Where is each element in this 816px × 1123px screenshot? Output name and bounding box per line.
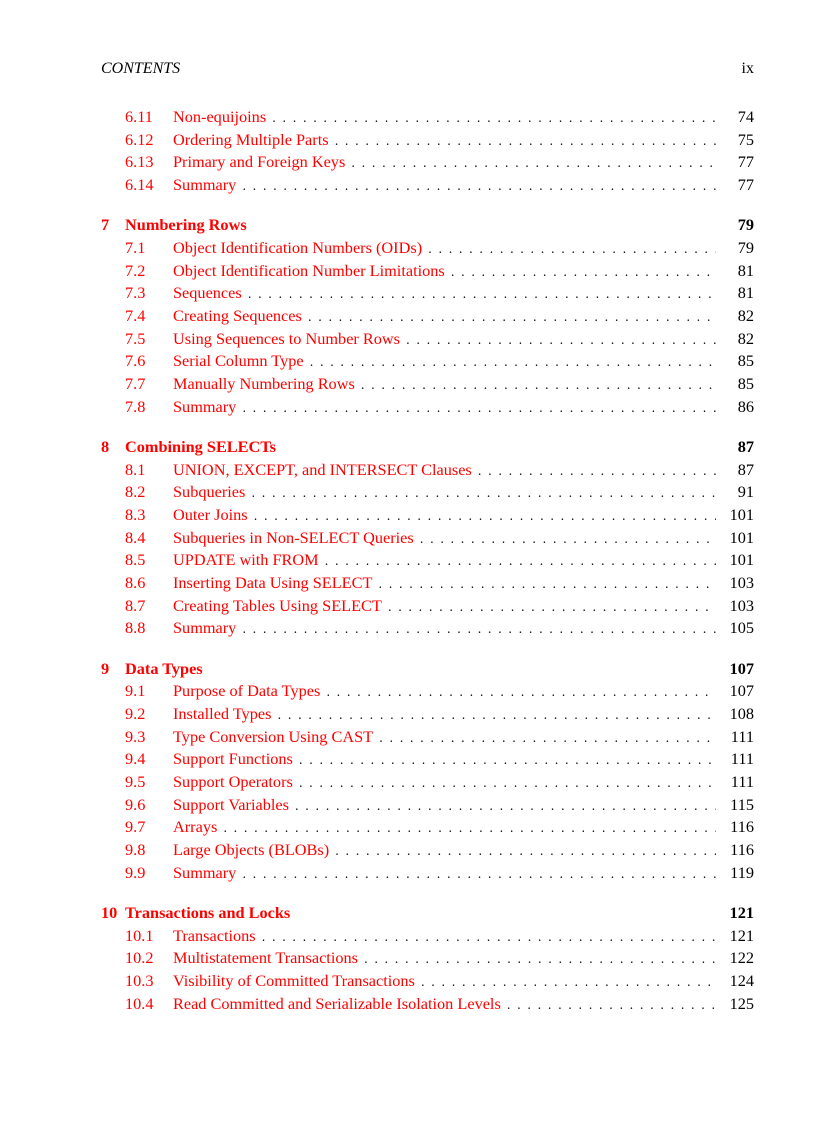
section-title[interactable]: UNION, EXCEPT, and INTERSECT Clauses bbox=[173, 459, 478, 482]
section-number: 6.12 bbox=[125, 129, 154, 149]
chapter-title[interactable]: Data Types bbox=[125, 658, 203, 678]
leader-dots bbox=[251, 482, 716, 505]
toc-section[interactable] bbox=[101, 595, 754, 618]
section-title[interactable]: Sequences bbox=[173, 282, 248, 305]
section-page: 103 bbox=[729, 595, 754, 615]
section-number: 7.6 bbox=[125, 351, 146, 371]
section-number: 7.1 bbox=[125, 237, 146, 257]
toc-section[interactable] bbox=[101, 993, 754, 1016]
section-page: 87 bbox=[737, 459, 754, 479]
leader-dots bbox=[406, 329, 716, 352]
section-title[interactable]: Inserting Data Using SELECT bbox=[173, 572, 378, 595]
toc-section[interactable] bbox=[101, 459, 754, 482]
toc-section[interactable] bbox=[101, 396, 754, 419]
section-title[interactable]: Type Conversion Using CAST bbox=[173, 726, 379, 749]
section-page: 77 bbox=[737, 152, 754, 172]
section-page: 74 bbox=[737, 107, 754, 126]
chapter-page: 107 bbox=[729, 658, 754, 678]
leader-dots bbox=[223, 817, 716, 840]
leader-dots bbox=[420, 528, 716, 551]
section-number: 8.3 bbox=[125, 505, 146, 524]
section-page: 77 bbox=[737, 175, 754, 195]
toc-section[interactable] bbox=[101, 748, 754, 771]
section-number: 7.7 bbox=[125, 374, 146, 394]
toc-section[interactable] bbox=[101, 726, 754, 749]
leader-dots bbox=[278, 704, 717, 727]
leader-dots bbox=[388, 596, 716, 619]
section-page: 85 bbox=[737, 351, 754, 371]
section-number: 7.2 bbox=[125, 260, 146, 280]
toc-section[interactable] bbox=[101, 816, 754, 839]
section-title[interactable]: Subqueries in Non-SELECT Queries bbox=[173, 527, 420, 550]
section-number: 9.9 bbox=[125, 862, 146, 882]
section-number: 8.7 bbox=[125, 595, 146, 615]
leader-dots bbox=[361, 374, 716, 397]
section-number: 7.3 bbox=[125, 283, 146, 303]
section-page: 101 bbox=[729, 505, 754, 524]
leader-dots bbox=[451, 261, 716, 284]
section-page: 105 bbox=[729, 618, 754, 638]
leader-dots bbox=[507, 994, 716, 1017]
section-title[interactable]: Creating Sequences bbox=[173, 305, 308, 328]
section-page: 107 bbox=[729, 681, 754, 701]
leader-dots bbox=[242, 397, 716, 420]
leader-dots bbox=[310, 351, 716, 374]
section-title[interactable]: Outer Joins bbox=[173, 504, 254, 527]
toc-section[interactable] bbox=[101, 947, 754, 970]
leader-dots bbox=[308, 306, 716, 329]
chapter-page: 121 bbox=[729, 903, 754, 922]
section-number: 6.13 bbox=[125, 152, 154, 172]
section-title[interactable]: Transactions bbox=[173, 925, 262, 948]
leader-dots bbox=[364, 948, 716, 971]
section-title[interactable]: UPDATE with FROM bbox=[173, 549, 325, 572]
toc-section[interactable] bbox=[101, 174, 754, 197]
leader-dots bbox=[254, 505, 716, 528]
section-number: 10.2 bbox=[125, 948, 154, 968]
leader-dots bbox=[242, 618, 716, 641]
toc-section[interactable] bbox=[101, 282, 754, 305]
table-of-contents bbox=[101, 106, 754, 1015]
section-title[interactable]: Summary bbox=[173, 174, 242, 197]
section-page: 85 bbox=[737, 374, 754, 394]
leader-dots bbox=[335, 840, 716, 863]
section-page: 91 bbox=[737, 482, 754, 502]
section-number: 8.1 bbox=[125, 459, 146, 479]
leader-dots bbox=[379, 727, 716, 750]
section-title[interactable]: Using Sequences to Number Rows bbox=[173, 328, 406, 351]
section-number: 9.8 bbox=[125, 840, 146, 860]
section-page: 82 bbox=[737, 306, 754, 325]
section-page: 81 bbox=[737, 260, 754, 280]
section-title[interactable]: Support Functions bbox=[173, 748, 299, 771]
header-page-number: ix bbox=[741, 60, 754, 77]
section-page: 119 bbox=[730, 862, 754, 882]
section-number: 7.8 bbox=[125, 396, 146, 416]
chapter-page: 79 bbox=[737, 215, 754, 235]
leader-dots bbox=[248, 283, 716, 306]
toc-section[interactable] bbox=[101, 350, 754, 373]
section-title[interactable]: Summary bbox=[173, 862, 242, 885]
toc-section[interactable] bbox=[101, 703, 754, 726]
section-number: 9.7 bbox=[125, 817, 146, 837]
leader-dots bbox=[325, 550, 716, 573]
chapter-number: 9 bbox=[101, 658, 110, 678]
header-title: CONTENTS bbox=[101, 60, 181, 77]
leader-dots bbox=[428, 238, 716, 261]
section-title[interactable]: Creating Tables Using SELECT bbox=[173, 595, 388, 618]
toc-section[interactable] bbox=[101, 617, 754, 640]
chapter-number: 7 bbox=[101, 215, 110, 235]
section-page: 121 bbox=[729, 925, 754, 945]
toc-section[interactable] bbox=[101, 862, 754, 885]
section-page: 116 bbox=[730, 840, 754, 860]
section-page: 101 bbox=[729, 527, 754, 547]
section-page: 86 bbox=[737, 396, 754, 416]
section-title[interactable]: Support Operators bbox=[173, 771, 299, 794]
section-number: 10.4 bbox=[125, 993, 154, 1013]
leader-dots bbox=[242, 175, 716, 198]
section-page: 108 bbox=[729, 704, 754, 723]
leader-dots bbox=[272, 107, 716, 130]
section-title[interactable]: Subqueries bbox=[173, 481, 251, 504]
section-number: 9.2 bbox=[125, 704, 146, 723]
section-number: 10.3 bbox=[125, 971, 154, 991]
section-number: 7.4 bbox=[125, 306, 146, 325]
section-title[interactable]: Arrays bbox=[173, 816, 223, 839]
section-title[interactable]: Installed Types bbox=[173, 703, 278, 726]
toc-chapter[interactable] bbox=[101, 214, 754, 237]
toc-section[interactable] bbox=[101, 527, 754, 550]
section-title[interactable]: Manually Numbering Rows bbox=[173, 373, 361, 396]
section-page: 115 bbox=[730, 794, 754, 814]
toc-section[interactable] bbox=[101, 680, 754, 703]
leader-dots bbox=[242, 863, 716, 886]
section-page: 75 bbox=[737, 129, 754, 149]
section-number: 8.6 bbox=[125, 573, 146, 593]
section-page: 122 bbox=[729, 948, 754, 968]
section-title[interactable]: Ordering Multiple Parts bbox=[173, 129, 335, 152]
section-number: 9.4 bbox=[125, 749, 146, 769]
leader-dots bbox=[295, 795, 716, 818]
section-number: 10.1 bbox=[125, 925, 154, 945]
leader-dots bbox=[335, 130, 716, 153]
section-title[interactable]: Visibility of Committed Transactions bbox=[173, 970, 421, 993]
section-title[interactable]: Support Variables bbox=[173, 794, 295, 817]
section-title[interactable]: Multistatement Transactions bbox=[173, 947, 364, 970]
section-title[interactable]: Purpose of Data Types bbox=[173, 680, 326, 703]
toc-chapter[interactable] bbox=[101, 902, 754, 925]
chapter-number: 10 bbox=[101, 903, 118, 922]
leader-dots bbox=[299, 772, 716, 795]
toc-section[interactable] bbox=[101, 305, 754, 328]
leader-dots bbox=[378, 573, 716, 596]
toc-section[interactable] bbox=[101, 572, 754, 595]
section-title[interactable]: Non-equijoins bbox=[173, 106, 272, 129]
section-page: 111 bbox=[730, 726, 754, 746]
section-number: 7.5 bbox=[125, 328, 146, 348]
section-page: 116 bbox=[730, 817, 754, 837]
toc-section[interactable] bbox=[101, 970, 754, 993]
toc-section[interactable] bbox=[101, 771, 754, 794]
section-title[interactable]: Object Identification Number Limitations bbox=[173, 260, 451, 283]
chapter-title[interactable]: Transactions and Locks bbox=[125, 903, 291, 922]
leader-dots bbox=[326, 681, 716, 704]
section-page: 125 bbox=[729, 993, 754, 1013]
section-page: 111 bbox=[730, 749, 754, 769]
section-page: 111 bbox=[730, 772, 754, 792]
leader-dots bbox=[478, 460, 716, 483]
section-number: 9.1 bbox=[125, 681, 146, 701]
section-title[interactable]: Summary bbox=[173, 396, 242, 419]
section-title[interactable]: Serial Column Type bbox=[173, 350, 310, 373]
section-number: 6.11 bbox=[125, 107, 153, 126]
toc-chapter[interactable] bbox=[101, 436, 754, 459]
section-number: 6.14 bbox=[125, 175, 154, 195]
toc-section[interactable] bbox=[101, 839, 754, 862]
section-page: 103 bbox=[729, 573, 754, 593]
leader-dots bbox=[351, 152, 716, 175]
toc-section[interactable] bbox=[101, 260, 754, 283]
section-page: 101 bbox=[729, 550, 754, 570]
section-number: 8.2 bbox=[125, 482, 146, 502]
chapter-title[interactable]: Numbering Rows bbox=[125, 215, 247, 235]
toc-section[interactable] bbox=[101, 549, 754, 572]
section-number: 9.3 bbox=[125, 726, 146, 746]
section-number: 8.8 bbox=[125, 618, 146, 638]
chapter-number: 8 bbox=[101, 436, 110, 456]
chapter-page: 87 bbox=[737, 436, 754, 456]
toc-section[interactable] bbox=[101, 504, 754, 527]
leader-dots bbox=[421, 971, 716, 994]
section-title[interactable]: Read Committed and Serializable Isolation Levels bbox=[173, 993, 507, 1016]
chapter-title[interactable]: Combining SELECTs bbox=[125, 436, 276, 456]
section-page: 79 bbox=[737, 237, 754, 257]
toc-section[interactable] bbox=[101, 328, 754, 351]
section-title[interactable]: Summary bbox=[173, 617, 242, 640]
section-title[interactable]: Primary and Foreign Keys bbox=[173, 151, 351, 174]
toc-section[interactable] bbox=[101, 237, 754, 260]
section-number: 8.4 bbox=[125, 527, 146, 547]
toc-section[interactable] bbox=[101, 373, 754, 396]
toc-section[interactable] bbox=[101, 106, 754, 129]
running-header bbox=[101, 60, 754, 82]
toc-section[interactable] bbox=[101, 925, 754, 948]
section-number: 8.5 bbox=[125, 550, 146, 570]
section-page: 82 bbox=[737, 328, 754, 348]
section-number: 9.5 bbox=[125, 772, 146, 792]
toc-section[interactable] bbox=[101, 794, 754, 817]
section-title[interactable]: Large Objects (BLOBs) bbox=[173, 839, 335, 862]
leader-dots bbox=[299, 749, 716, 772]
section-page: 124 bbox=[729, 971, 754, 991]
toc-chapter[interactable] bbox=[101, 658, 754, 681]
toc-section[interactable] bbox=[101, 481, 754, 504]
leader-dots bbox=[262, 926, 716, 949]
toc-section[interactable] bbox=[101, 129, 754, 152]
toc-section[interactable] bbox=[101, 151, 754, 174]
section-page: 81 bbox=[737, 283, 754, 303]
section-number: 9.6 bbox=[125, 794, 146, 814]
section-title[interactable]: Object Identification Numbers (OIDs) bbox=[173, 237, 428, 260]
